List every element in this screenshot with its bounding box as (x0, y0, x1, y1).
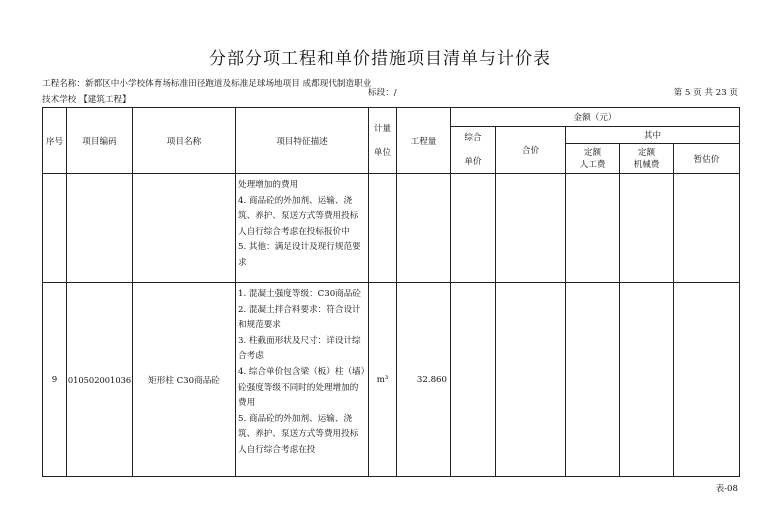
col-seq: 序号 (43, 108, 67, 174)
col-unit: 计量 单位 (369, 108, 397, 174)
bid-section: 标段：/ (368, 88, 397, 98)
cell-unit (369, 174, 397, 283)
cell-code: 010502001036 (67, 283, 133, 477)
cell-seq: 9 (43, 283, 67, 477)
col-unit-price: 综合 单价 (451, 127, 496, 174)
cell-name (133, 174, 236, 283)
cell-labor (566, 283, 620, 477)
cell-unit-price (451, 283, 496, 477)
col-name: 项目名称 (133, 108, 236, 174)
cell-unit: m³ (369, 283, 397, 477)
col-labor: 定额 人工费 (566, 144, 620, 174)
cell-seq (43, 174, 67, 283)
cell-name: 矩形柱 C30商品砼 (133, 283, 236, 477)
table-row (43, 174, 740, 283)
col-machine: 定额 机械费 (620, 144, 674, 174)
cell-desc: 1. 混凝土强度等级：C30商品砼 2. 混凝土拌合料要求：符合设计和规范要求 3. 柱截面形状及尺寸：详设计综合考虑 4. 综合单价包含梁（板）柱（墙）砼强度等级不同时的处理增加的费用 5. 商品砼的外加剂、运输、浇筑、养护、泵送方式等费用投标人自行综合考虑在投 (236, 283, 369, 477)
col-desc: 项目特征描述 (236, 108, 369, 174)
cell-desc: 处理增加的费用 4. 商品砼的外加剂、运输、浇筑、养护、泵送方式等费用投标人自行综合考虑在投标报价中 5. 其他：满足设计及现行规范要求 (236, 174, 369, 283)
form-number: 表-08 (715, 484, 738, 494)
cell-total (496, 283, 566, 477)
bill-table (42, 107, 740, 477)
page-title: 分部分项工程和单价措施项目清单与计价表 (209, 49, 551, 69)
cell-estimate (674, 174, 740, 283)
col-estimate: 暂估价 (674, 144, 740, 174)
col-qty: 工程量 (397, 108, 451, 174)
project-info (42, 76, 372, 108)
project-name-label: 工程名称： (42, 79, 85, 89)
col-code: 项目编码 (67, 108, 133, 174)
cell-labor (566, 174, 620, 283)
cell-machine (620, 174, 674, 283)
cell-total (496, 174, 566, 283)
col-amount: 金额（元） (451, 108, 740, 127)
cell-estimate (674, 283, 740, 477)
cell-code (67, 174, 133, 283)
col-of-which: 其中 (566, 127, 740, 144)
table-row (43, 283, 740, 477)
project-name: 新都区中小学校体育场标准田径跑道及标准足球场地项目 成都现代制造职业技术学校 【建筑工程】 (42, 79, 372, 105)
cell-qty: 32.860 (397, 283, 451, 477)
cell-unit-price (451, 174, 496, 283)
cell-qty (397, 174, 451, 283)
cell-machine (620, 283, 674, 477)
col-total: 合价 (496, 127, 566, 174)
page-number: 第 5 页 共 23 页 (673, 88, 738, 98)
